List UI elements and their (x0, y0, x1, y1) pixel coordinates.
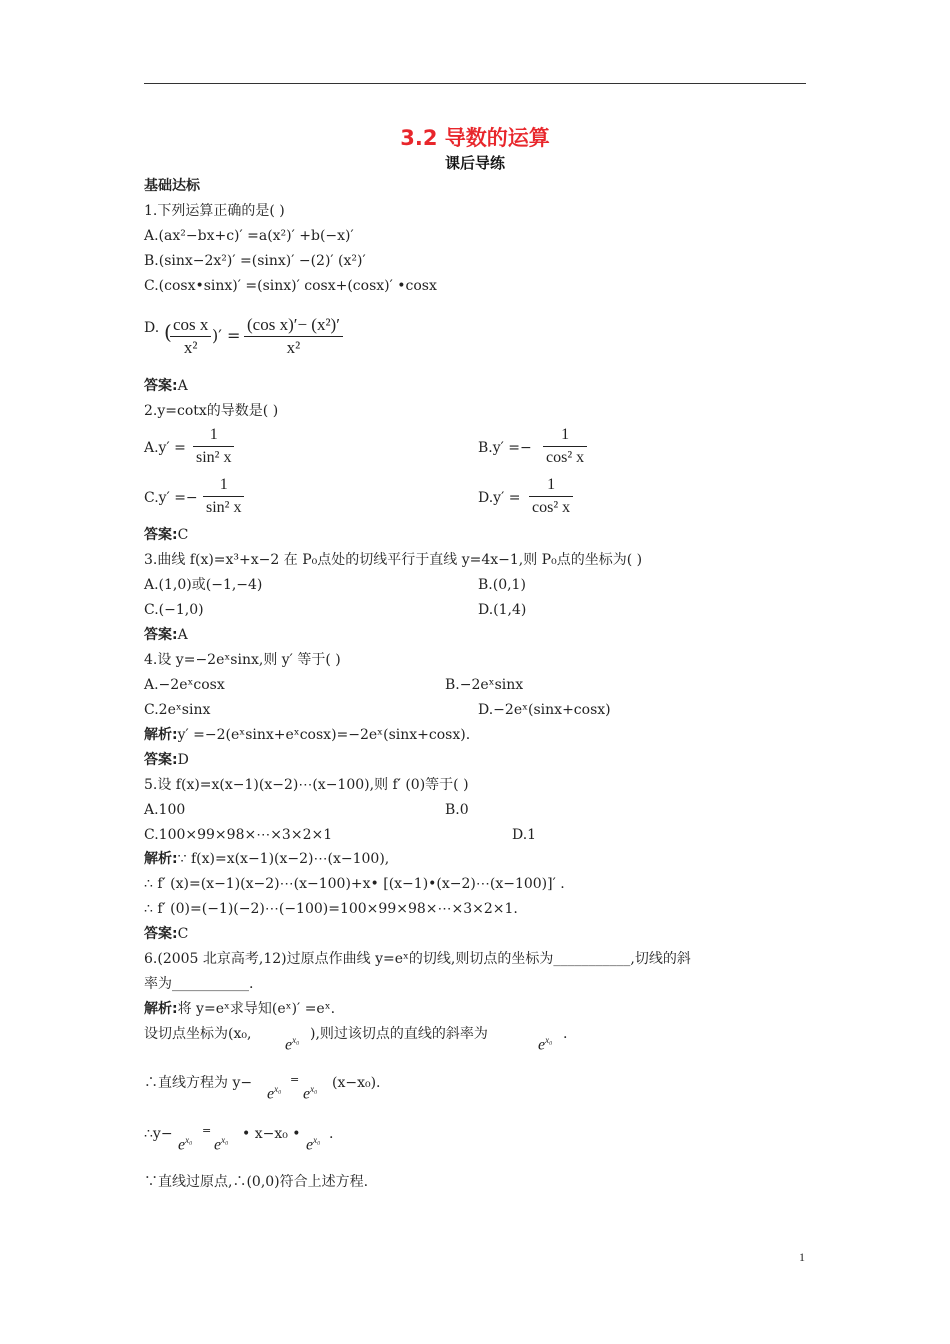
q3-stem: 3.曲线 f(x)=x³+x−2 在 P₀点处的切线平行于直线 y=4x−1,则 P₀点的坐标为( ) (144, 552, 643, 568)
q4-stem: 4.设 y=−2eˣsinx,则 y′ 等于( ) (144, 652, 341, 668)
q2-option-a-fraction (193, 424, 234, 469)
q5-answer (144, 924, 188, 944)
q5-analysis-line1 (144, 849, 389, 869)
q2-option-c-label: C.y′ =− (144, 490, 198, 506)
q1-option-a: A.(ax²−bx+c)′ =a(x²)′ +b(−x)′ (144, 228, 354, 244)
q2-option-d-label: D.y′ = (478, 490, 521, 506)
q5-option-a: A.100 (144, 802, 186, 818)
q6-exp-2: $e^{x_0}$ (538, 1035, 553, 1054)
q4-option-c: C.2eˣsinx (144, 702, 211, 718)
answer-value: A (177, 378, 188, 394)
q5-analysis-line3: ∴ f′ (0)=(−1)(−2)⋯(−100)=100×99×98×⋯×3×2×1. (144, 901, 518, 917)
answer-value: D (177, 752, 189, 768)
q2-d-denominator: cos² x (529, 496, 573, 519)
q6-line1-part2: ),则过该切点的直线的斜率为 (310, 1026, 488, 1042)
q6-exp-1: $e^{x_0}$ (285, 1035, 300, 1054)
q6-line2-equals: = (290, 1073, 300, 1086)
page-number: 1 (799, 1250, 805, 1264)
q1-answer (144, 376, 188, 396)
q4-option-b: B.−2eˣsinx (445, 677, 524, 693)
q6-line2-part3: (x−x₀). (332, 1075, 381, 1091)
q5-option-c: C.100×99×98×⋯×3×2×1 (144, 827, 333, 843)
q5-option-b: B.0 (445, 802, 469, 818)
answer-label: 答案: (144, 926, 178, 942)
q1-d-right-paren: )′ = (212, 326, 241, 345)
section-heading: 基础达标 (144, 178, 200, 194)
q6-exp-5: $e^{x_0}$ (178, 1135, 193, 1154)
q6-line1-part1: 设切点坐标为(x₀, (144, 1026, 252, 1042)
analysis-text: 将 y=eˣ求导知(eˣ)′ =eˣ. (177, 1001, 336, 1017)
page-subtitle: 课后导练 (444, 154, 505, 172)
q4-analysis (144, 725, 470, 745)
q3-answer (144, 625, 188, 645)
q2-stem: 2.y=cotx的导数是( ) (144, 403, 279, 419)
q2-c-numerator: 1 (219, 476, 228, 493)
answer-label: 答案: (144, 527, 178, 543)
q1-option-c: C.(cosx•sinx)′ =(sinx)′ cosx+(cosx)′ •cosx (144, 278, 437, 294)
q6-line3-part4: . (329, 1126, 334, 1142)
page-title: 3.2 导数的运算 (400, 126, 550, 150)
q4-answer (144, 750, 189, 770)
q1-d-lhs-numerator: cos x (173, 315, 209, 334)
header-rule (144, 83, 806, 84)
q2-option-d-fraction (529, 474, 573, 519)
q6-line2-part1: ∴直线方程为 y− (144, 1075, 253, 1091)
q2-option-c-fraction (203, 474, 244, 519)
q3-option-c: C.(−1,0) (144, 602, 204, 618)
q2-b-denominator: cos² x (543, 446, 587, 469)
q1-d-rhs-numerator: (cos x)′− (x²)′ (247, 315, 340, 334)
q1-option-b: B.(sinx−2x²)′ =(sinx)′ −(2)′ (x²)′ (144, 253, 366, 269)
q1-d-rhs-denominator: x² (244, 336, 343, 359)
q2-answer (144, 525, 188, 545)
q3-option-a: A.(1,0)或(−1,−4) (144, 577, 263, 593)
q6-line3-part3: • x−x₀ • (242, 1126, 301, 1142)
q2-c-denominator: sin² x (203, 496, 244, 519)
answer-label: 答案: (144, 378, 178, 394)
q1-d-left-paren: ( (164, 320, 172, 344)
answer-label: 答案: (144, 627, 178, 643)
q1-option-d-label: D. (144, 320, 160, 336)
analysis-label: 解析: (144, 1001, 178, 1017)
q5-analysis-line2: ∴ f′ (x)=(x−1)(x−2)⋯(x−100)+x• [(x−1)•(x−2)⋯(x−100)]′ . (144, 876, 565, 892)
analysis-text: ∵ f(x)=x(x−1)(x−2)⋯(x−100), (177, 851, 390, 867)
q2-b-numerator: 1 (561, 426, 570, 443)
q6-stem-line1: 6.(2005 北京高考,12)过原点作曲线 y=eˣ的切线,则切点的坐标为___________,切线的斜 (144, 951, 691, 967)
q6-line4: ∵直线过原点,∴(0,0)符合上述方程. (144, 1174, 369, 1190)
q2-a-numerator: 1 (209, 426, 218, 443)
q2-option-a-label: A.y′ = (144, 440, 186, 456)
q2-option-b-fraction (543, 424, 587, 469)
q6-line1-part3: . (563, 1026, 568, 1042)
q5-stem: 5.设 f(x)=x(x−1)(x−2)⋯(x−100),则 f′ (0)等于( ) (144, 777, 469, 793)
q2-d-numerator: 1 (547, 476, 556, 493)
q6-line3-equals: = (202, 1124, 212, 1137)
q6-exp-6: $e^{x_0}$ (214, 1135, 229, 1154)
q2-option-b-label: B.y′ =− (478, 440, 532, 456)
answer-value: A (177, 627, 188, 643)
answer-label: 答案: (144, 752, 178, 768)
analysis-text: y′ =−2(eˣsinx+eˣcosx)=−2eˣ(sinx+cosx). (177, 727, 471, 743)
analysis-label: 解析: (144, 851, 178, 867)
q1-stem: 1.下列运算正确的是( ) (144, 203, 285, 219)
q1-d-lhs-fraction (170, 314, 211, 359)
q6-exp-7: $e^{x_0}$ (306, 1135, 321, 1154)
answer-value: C (177, 527, 189, 543)
q6-exp-3: $e^{x_0}$ (267, 1084, 282, 1103)
q6-analysis (144, 999, 335, 1019)
q6-stem-line2: 率为___________. (144, 976, 254, 992)
q4-option-a: A.−2eˣcosx (144, 677, 225, 693)
q6-line3-part1: ∴y− (144, 1126, 173, 1142)
q4-option-d: D.−2eˣ(sinx+cosx) (478, 702, 611, 718)
q6-exp-4: $e^{x_0}$ (303, 1084, 318, 1103)
answer-value: C (177, 926, 189, 942)
q2-a-denominator: sin² x (193, 446, 234, 469)
q1-d-rhs-fraction (244, 314, 343, 359)
q5-option-d: D.1 (512, 827, 537, 843)
q3-option-b: B.(0,1) (478, 577, 526, 593)
q3-option-d: D.(1,4) (478, 602, 527, 618)
analysis-label: 解析: (144, 727, 178, 743)
q1-d-lhs-denominator: x² (170, 336, 211, 359)
